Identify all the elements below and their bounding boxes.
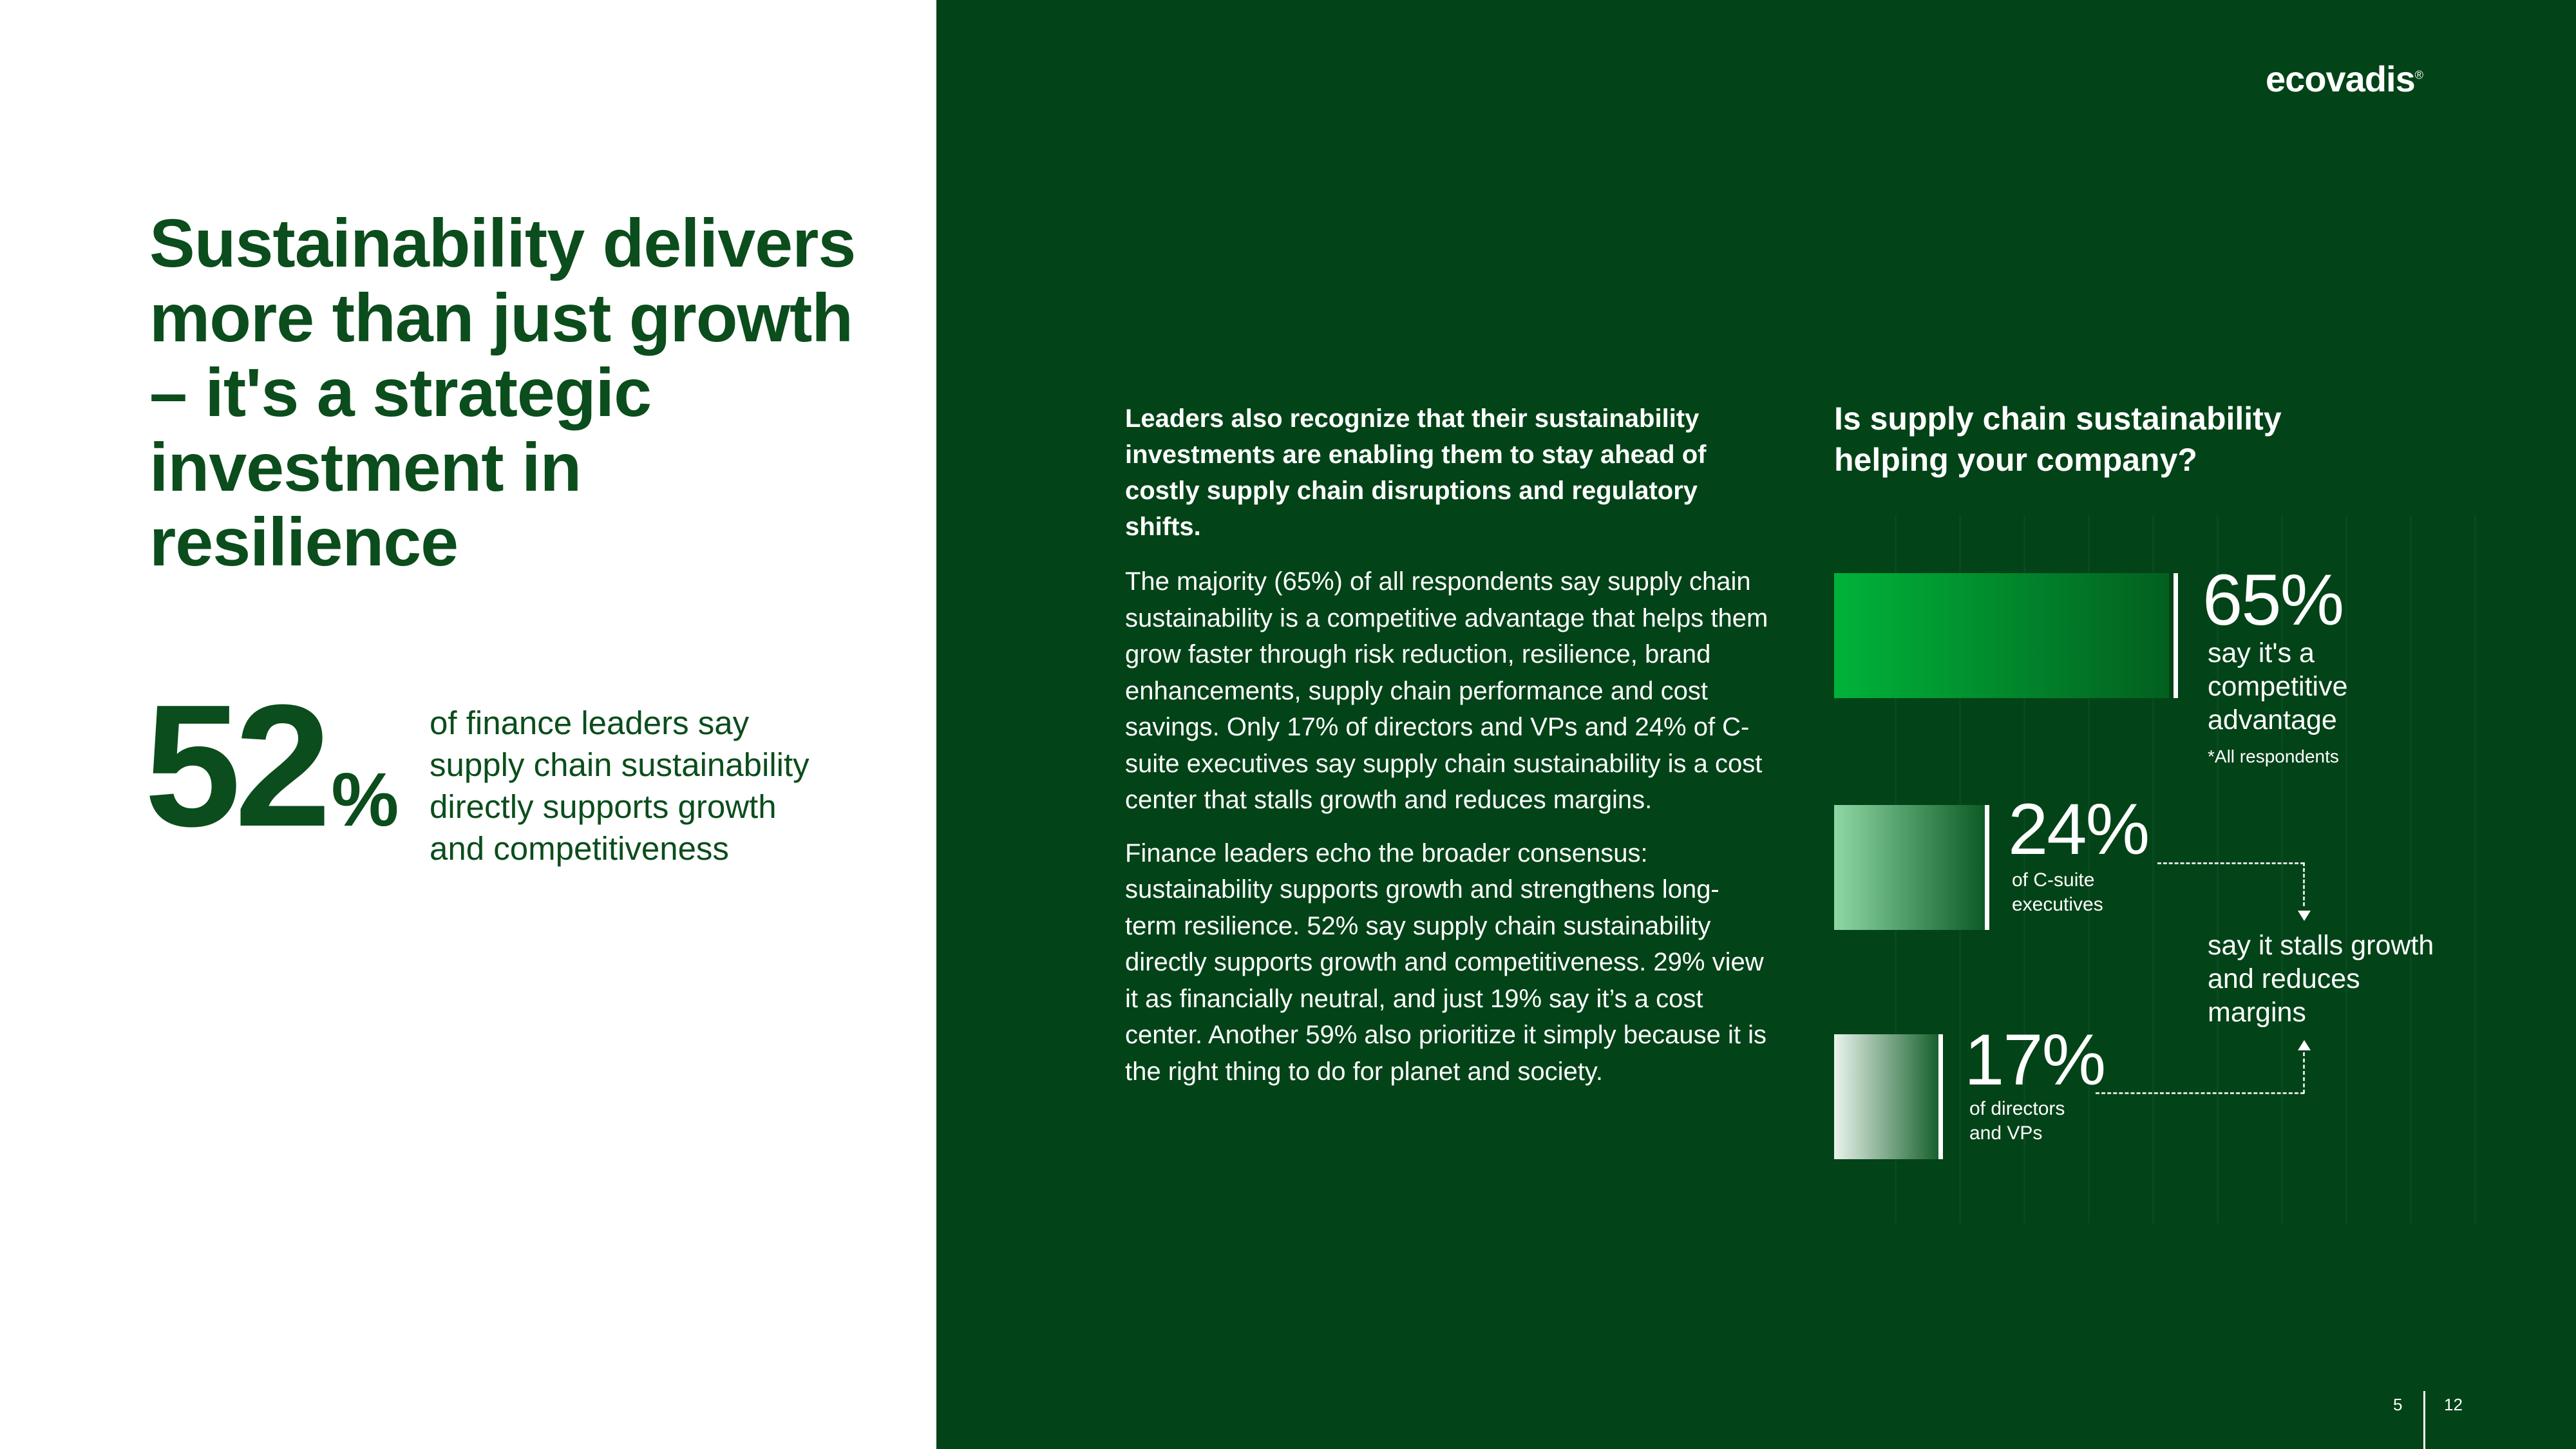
logo-text: ecovadis [2266,59,2415,99]
connector-line-top-vertical [2303,862,2305,906]
annotation-stalls-growth: say it stalls growth and reduces margins [2208,930,2434,1028]
background-stripe [2345,515,2347,1224]
logo-registered-mark: ® [2414,68,2423,82]
page-title: Sustainability delivers more than just growth – it's a strategic investment in resilience [149,205,856,580]
body-paragraph-1: The majority (65%) of all respondents say supply chain sustainability is a competitive advantage that helps them grow faster through risk reduction, resilience, brand enhancements, supply chain performance and cost savings. Only 17% of directors and VPs and 24% of C-suite executives say supply chain sustainability is a cost center that stalls growth and reduces margins. [1125,567,1768,814]
page-total: 12 [2444,1395,2463,1414]
big-stat [144,669,399,863]
bar-divider [2174,573,2178,698]
left-panel [0,0,936,1449]
ecovadis-logo [2266,58,2423,100]
connector-line-bottom [2096,1092,2304,1094]
big-stat-unit: % [331,757,399,842]
big-stat-description: of finance leaders say supply chain sustainability directly supports growth and competitiveness [430,705,810,867]
page-divider [2423,1391,2425,1449]
value-label-65: 65% [2202,560,2344,640]
bar-directors-vps [1834,1034,1940,1159]
connector-line-top [2157,862,2304,864]
body-text [1125,564,1769,1106]
chart-title: Is supply chain sustainability helping your company? [1834,401,2282,478]
arrow-down-icon [2298,911,2311,921]
big-stat-number: 52 [144,669,325,863]
body-paragraph-2: Finance leaders echo the broader consensus: sustainability supports growth and strengthens long-term resilience. 52% say supply chain sustainability directly supports growth and competitiveness. 29% view it as financially neutral, and just 19% say it’s a cost center. Another 59% also prioritize it simply because it is the right thing to do for planet and society. [1125,838,1767,1086]
background-stripe [2410,515,2412,1224]
value-label-24: 24% [2008,789,2149,869]
intro-lead: Leaders also recognize that their sustainability investments are enabling them to stay ahead of costly supply chain disruptions and regulatory shifts. [1125,404,1707,541]
page-number: 5 [2393,1395,2403,1414]
bar-all-respondents [1834,573,2169,698]
caption-directors-vps: of directors and VPs [1969,1098,2065,1144]
caption-c-suite: of C-suite executives [2012,869,2103,915]
bar-divider [1938,1034,1943,1159]
value-label-17: 17% [1964,1019,2105,1100]
bar-c-suite [1834,805,1985,930]
note-all-respondents: *All respondents [2208,746,2339,766]
connector-line-bottom-vertical [2303,1052,2305,1094]
background-stripe [2474,515,2476,1224]
caption-competitive-advantage: say it's a competitive advantage [2208,638,2348,735]
bar-divider [1985,805,1989,930]
arrow-up-icon [2298,1040,2311,1050]
